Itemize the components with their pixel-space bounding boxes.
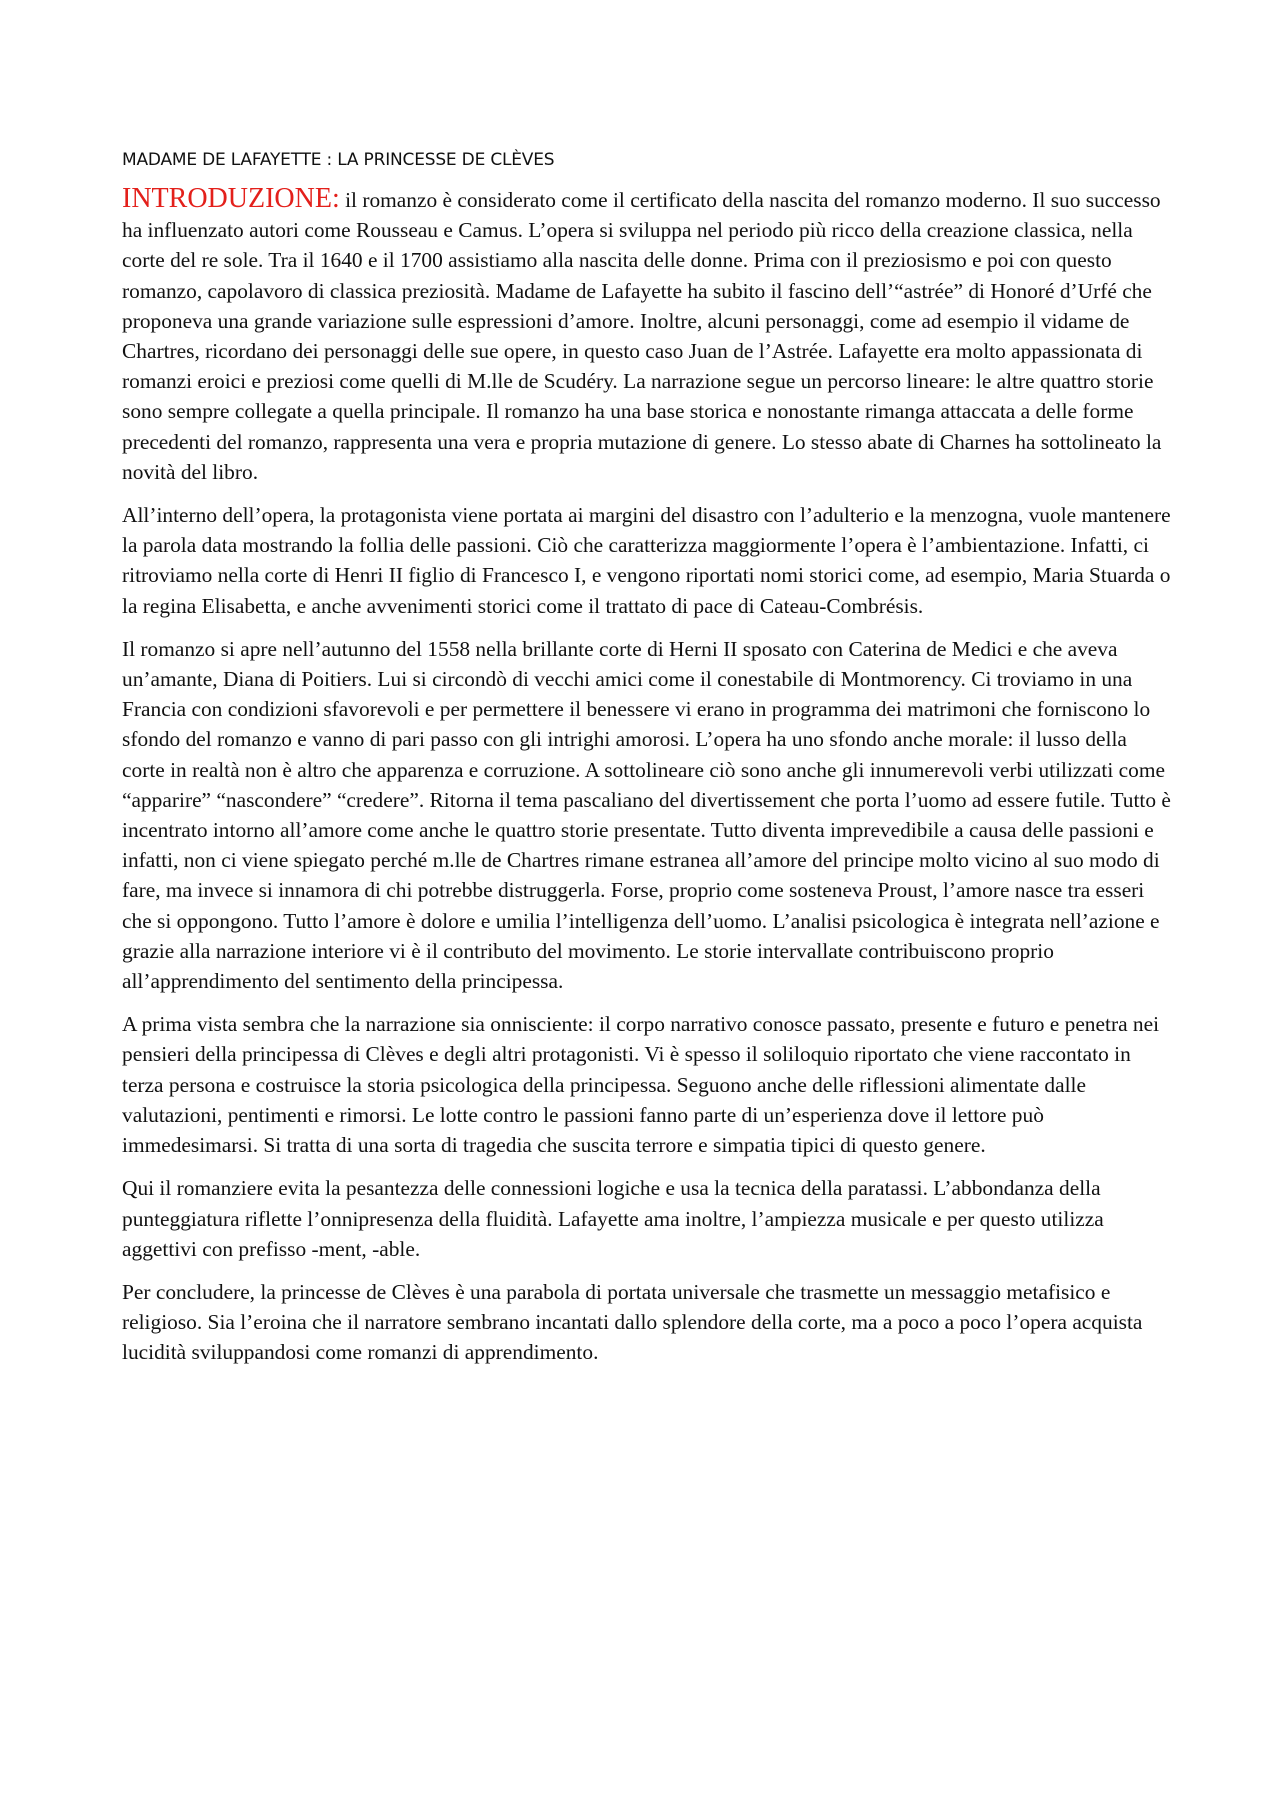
body-paragraph-1: All’interno dell’opera, la protagonista viene portata ai margini del disastro con l’adulterio e la menzogna, vuole mantenere la parola data mostrando la follia delle passioni. Ciò che caratterizza maggiormente l’opera è l’ambientazione. Infatti, ci ritroviamo nella corte di Henri II figlio di Francesco I, e vengono riportati nomi storici come, ad esempio, Maria Stuarda o la regina Elisabetta, e anche avvenimenti storici come il trattato di pace di Cateau-Combrésis. [122, 503, 1171, 618]
body-paragraph-2: Il romanzo si apre nell’autunno del 1558 nella brillante corte di Herni II sposato con Caterina de Medici e che aveva un’amante, Diana di Poitiers. Lui si circondò di vecchi amici come il conestabile di Montmorency. Ci troviamo in una Francia con condizioni sfavorevoli e per permettere il benessere vi erano in programma dei matrimoni che forniscono lo sfondo del romanzo e vanno di pari passo con gli intrighi amorosi. L’opera ha uno sfondo anche morale: il lusso della corte in realtà non è altro che apparenza e corruzione. A sottolineare ciò sono anche gli innumerevoli verbi utilizzati come “apparire” “nascondere” “credere”. Ritorna il tema pascaliano del divertissement che porta l’uomo ad essere futile. Tutto è incentrato intorno all’amore come anche le quattro storie presentate. Tutto diventa imprevedibile a causa delle passioni e infatti, non ci viene spiegato perché m.lle de Chartres rimane estranea all’amore del principe molto vicino al suo modo di fare, ma invece si innamora di chi potrebbe distruggerla. Forse, proprio come sosteneva Proust, l’amore nasce tra esseri che si oppongono. Tutto l’amore è dolore e umilia l’intelligenza dell’uomo. L’analisi psicologica è integrata nell’azione e grazie alla narrazione interiore vi è il contributo del movimento. Le storie intervallate contribuiscono proprio all’apprendimento del sentimento della principessa. [122, 636, 1171, 994]
intro-paragraph [122, 184, 1172, 487]
document-page [122, 150, 1172, 1381]
body-paragraph-5: Per concludere, la princesse de Clèves è una parabola di portata universale che trasmette un messaggio metafisico e religioso. Sia l’eroina che il narratore sembrano incantati dallo splendore della corte, ma a poco a poco l’opera acquista lucidità sviluppandosi come romanzi di apprendimento. [122, 1279, 1143, 1365]
intro-heading: INTRODUZIONE: [122, 183, 340, 214]
body-paragraph-3: A prima vista sembra che la narrazione sia onnisciente: il corpo narrativo conosce passato, presente e futuro e penetra nei pensieri della principessa di Clèves e degli altri protagonisti. Vi è spesso il soliloquio riportato che viene raccontato in terza persona e costruisce la storia psicologica della principessa. Seguono anche delle riflessioni alimentate dalle valutazioni, pentimenti e rimorsi. Le lotte contro le passioni fanno parte di un’esperienza dove il lettore può immedesimarsi. Si tratta di una sorta di tragedia che suscita terrore e simpatia tipici di questo genere. [122, 1012, 1160, 1158]
document-title: MADAME DE LAFAYETTE : LA PRINCESSE DE CLÈVES [122, 150, 555, 170]
intro-text: il romanzo è considerato come il certificato della nascita del romanzo moderno. Il suo successo ha influenzato autori come Rousseau e Camus. L’opera si sviluppa nel periodo più ricco della creazione classica, nella corte del re sole. Tra il 1640 e il 1700 assistiamo alla nascita delle donne. Prima con il preziosismo e poi con questo romanzo, capolavoro di classica preziosità. Madame de Lafayette ha subito il fascino dell’“astrée” di Honoré d’Urfé che proponeva una grande variazione sulle espressioni d’amore. Inoltre, alcuni personaggi, come ad esempio il vidame de Chartres, ricordano dei personaggi delle sue opere, in questo caso Juan de l’Astrée. Lafayette era molto appassionata di romanzi eroici e preziosi come quelli di M.lle de Scudéry. La narrazione segue un percorso lineare: le altre quattro storie sono sempre collegate a quella principale. Il romanzo ha una base storica e nonostante rimanga attaccata a delle forme precedenti del romanzo, rappresenta una vera e propria mutazione di genere. Lo stesso abate di Charnes ha sottolineato la novità del libro. [122, 188, 1162, 484]
body-paragraph-4: Qui il romanziere evita la pesantezza delle connessioni logiche e usa la tecnica della paratassi. L’abbondanza della punteggiatura riflette l’onnipresenza della fluidità. Lafayette ama inoltre, l’ampiezza musicale e per questo utilizza aggettivi con prefisso -ment, -able. [122, 1176, 1104, 1261]
